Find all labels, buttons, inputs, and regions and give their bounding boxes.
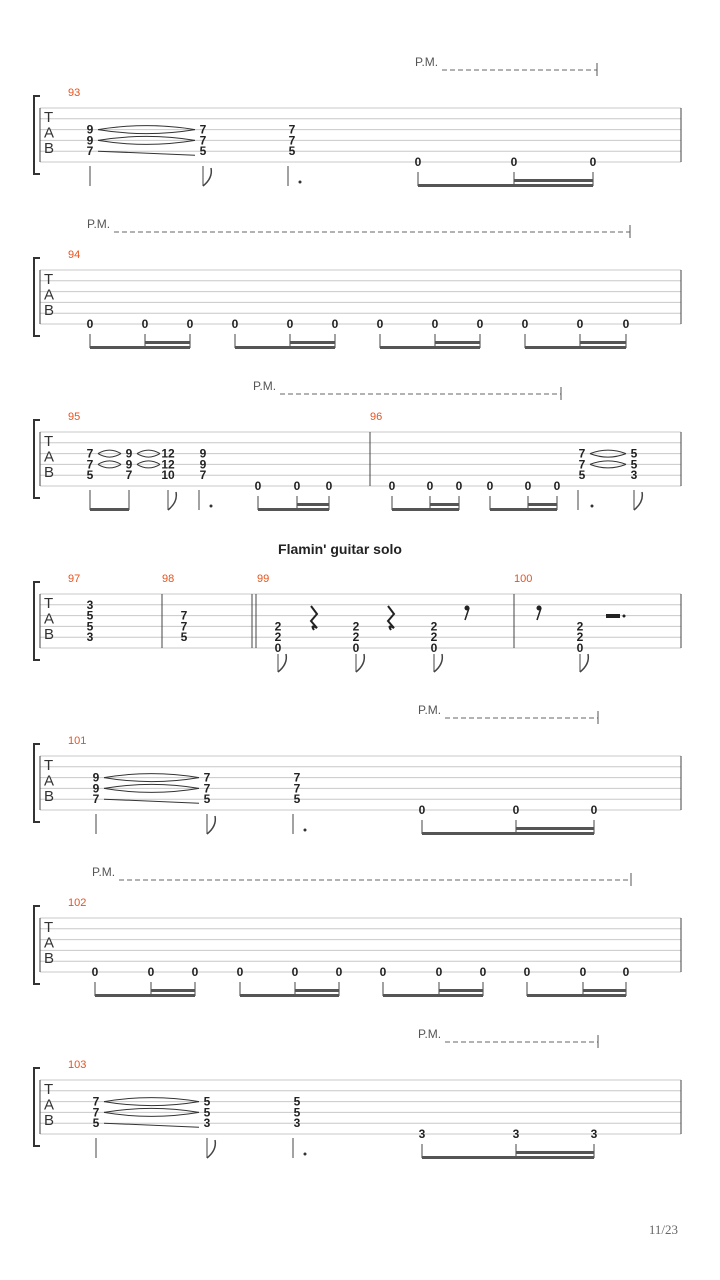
fret-number: 7 — [92, 792, 100, 807]
fret-number: 0 — [426, 479, 434, 493]
fret-number: 0 — [352, 641, 360, 655]
fret-number: 9 — [86, 122, 94, 137]
measure-number: 99 — [257, 573, 270, 585]
tab-clef-letter-a: A — [44, 610, 55, 628]
tie-curve — [98, 450, 121, 454]
fret-number: 2 — [274, 619, 282, 634]
measure-number: 102 — [68, 897, 87, 909]
fret-number: 5 — [203, 792, 211, 807]
fret-number: 0 — [418, 803, 426, 817]
beam — [151, 989, 195, 992]
beam — [435, 341, 480, 344]
fret-number: 5 — [203, 1105, 211, 1120]
tie-curve — [137, 464, 160, 468]
system-4 — [34, 541, 681, 672]
beam — [430, 503, 459, 506]
fret-number: 5 — [203, 1094, 211, 1109]
fret-number: 0 — [86, 317, 94, 331]
beam — [380, 346, 480, 349]
beam — [422, 832, 594, 835]
fret-number: 0 — [186, 317, 194, 331]
tie-curve — [104, 1112, 199, 1116]
slide-line — [104, 1123, 199, 1127]
measure-number: 100 — [514, 573, 533, 585]
fret-number: 0 — [476, 317, 484, 331]
fret-number: 2 — [576, 630, 584, 645]
fret-number: 3 — [418, 1127, 426, 1141]
tie-curve — [104, 784, 199, 788]
fret-number: 7 — [125, 468, 133, 483]
fret-number: 0 — [589, 155, 597, 169]
tie-curve — [590, 450, 626, 454]
palm-mute-label: P.M. — [418, 703, 442, 717]
beam — [418, 184, 593, 187]
fret-number: 7 — [199, 468, 207, 483]
palm-mute-label: P.M. — [87, 217, 111, 231]
fret-number: 0 — [254, 479, 262, 493]
fret-number: 7 — [92, 1105, 100, 1120]
tie-curve — [590, 461, 626, 465]
fret-number: 9 — [125, 446, 133, 461]
fret-number: 12 — [161, 446, 175, 461]
beam — [525, 346, 626, 349]
system-bracket — [34, 258, 40, 336]
system-2 — [34, 217, 681, 349]
beam — [383, 994, 483, 997]
system-bracket — [34, 420, 40, 498]
beam — [580, 341, 626, 344]
fret-number: 2 — [352, 619, 360, 634]
fret-number: 5 — [86, 619, 94, 634]
fret-number: 0 — [291, 965, 299, 979]
tie-curve — [137, 454, 160, 458]
fret-number: 7 — [578, 446, 586, 461]
tie-curve — [104, 778, 199, 782]
fret-number: 5 — [630, 457, 638, 472]
beam — [516, 827, 594, 830]
palm-mute-label: P.M. — [92, 865, 116, 879]
beam — [295, 989, 339, 992]
fret-number: 0 — [388, 479, 396, 493]
fret-number: 0 — [325, 479, 333, 493]
fret-number: 0 — [622, 317, 630, 331]
tab-clef-letter-a: A — [44, 1096, 55, 1114]
tab-clef-letter-b: B — [44, 788, 55, 805]
tie-curve — [137, 461, 160, 465]
fret-number: 2 — [430, 619, 438, 634]
tab-clef-letter-a: A — [44, 448, 55, 466]
fret-number: 0 — [455, 479, 463, 493]
fret-number: 5 — [86, 468, 94, 483]
palm-mute-label: P.M. — [415, 55, 439, 69]
tab-clef-letter-b: B — [44, 1112, 55, 1129]
rhythm-dot — [299, 181, 302, 184]
fret-number: 9 — [199, 446, 207, 461]
fret-number: 5 — [578, 468, 586, 483]
tab-clef-letter-b: B — [44, 302, 55, 319]
beam — [528, 503, 557, 506]
beam — [422, 1156, 594, 1159]
measure-number: 101 — [68, 735, 87, 747]
fret-number: 7 — [578, 457, 586, 472]
fret-number: 0 — [376, 317, 384, 331]
beam — [258, 508, 329, 511]
tab-clef-letter-t: T — [44, 757, 54, 774]
fret-number: 0 — [435, 965, 443, 979]
fret-number: 5 — [86, 608, 94, 623]
tie-curve — [590, 464, 626, 468]
fret-number: 0 — [91, 965, 99, 979]
tab-clef-letter-b: B — [44, 950, 55, 967]
system-bracket — [34, 96, 40, 174]
tie-curve — [104, 788, 199, 792]
tab-clef-letter-a: A — [44, 124, 55, 142]
system-3 — [34, 379, 681, 511]
beam — [235, 346, 335, 349]
beam — [290, 341, 335, 344]
tab-clef-letter-b: B — [44, 626, 55, 643]
half-rest-icon — [606, 614, 620, 618]
fret-number: 0 — [274, 641, 282, 655]
rhythm-dot — [304, 1153, 307, 1156]
fret-number: 7 — [293, 770, 301, 785]
fret-number: 5 — [293, 1105, 301, 1120]
tie-curve — [590, 454, 626, 458]
fret-number: 10 — [161, 468, 175, 483]
tie-curve — [104, 1102, 199, 1106]
rhythm-dot — [304, 829, 307, 832]
fret-number: 7 — [203, 770, 211, 785]
fret-number: 2 — [352, 630, 360, 645]
beam — [516, 1151, 594, 1154]
tie-curve — [98, 140, 195, 144]
tab-clef-letter-a: A — [44, 286, 55, 304]
fret-number: 5 — [630, 446, 638, 461]
fret-number: 0 — [553, 479, 561, 493]
fret-number: 7 — [293, 781, 301, 796]
fret-number: 12 — [161, 457, 175, 472]
system-bracket — [34, 906, 40, 984]
fret-number: 5 — [92, 1116, 100, 1131]
measure-number: 95 — [68, 411, 81, 423]
fret-number: 0 — [141, 317, 149, 331]
fret-number: 7 — [86, 446, 94, 461]
beam — [490, 508, 557, 511]
beam — [90, 508, 129, 511]
fret-number: 0 — [521, 317, 529, 331]
beam — [527, 994, 626, 997]
slide-line — [104, 799, 199, 803]
fret-number: 7 — [180, 608, 188, 623]
fret-number: 9 — [86, 133, 94, 148]
note-flag — [278, 654, 286, 672]
note-flag — [434, 654, 442, 672]
system-bracket — [34, 582, 40, 660]
fret-number: 0 — [479, 965, 487, 979]
tie-curve — [104, 774, 199, 778]
quarter-rest-icon — [311, 606, 317, 630]
tie-curve — [104, 1108, 199, 1112]
fret-number: 0 — [191, 965, 199, 979]
fret-number: 7 — [86, 144, 94, 159]
beam — [297, 503, 329, 506]
fret-number: 0 — [510, 155, 518, 169]
fret-number: 7 — [288, 133, 296, 148]
fret-number: 7 — [199, 133, 207, 148]
fret-number: 3 — [86, 630, 94, 645]
fret-number: 3 — [512, 1127, 520, 1141]
system-7 — [34, 1027, 681, 1159]
tab-clef-letter-t: T — [44, 433, 54, 450]
tie-curve — [98, 136, 195, 140]
fret-number: 7 — [203, 781, 211, 796]
note-flag — [580, 654, 588, 672]
beam — [439, 989, 483, 992]
fret-number: 0 — [293, 479, 301, 493]
fret-number: 3 — [293, 1116, 301, 1131]
fret-number: 5 — [288, 144, 296, 159]
tab-clef-letter-t: T — [44, 109, 54, 126]
fret-number: 0 — [231, 317, 239, 331]
fret-number: 5 — [293, 1094, 301, 1109]
measure-number: 98 — [162, 573, 175, 585]
slide-line — [98, 151, 195, 155]
fret-number: 9 — [92, 770, 100, 785]
system-6 — [34, 865, 681, 997]
fret-number: 5 — [293, 792, 301, 807]
beam — [95, 994, 195, 997]
fret-number: 7 — [180, 619, 188, 634]
page-number: 11/23 — [648, 1222, 678, 1237]
fret-number: 9 — [125, 457, 133, 472]
fret-number: 2 — [576, 619, 584, 634]
fret-number: 0 — [335, 965, 343, 979]
tab-clef-letter-t: T — [44, 271, 54, 288]
measure-number: 93 — [68, 87, 81, 99]
system-bracket — [34, 1068, 40, 1146]
measure-number: 96 — [370, 411, 383, 423]
note-flag — [356, 654, 364, 672]
fret-number: 3 — [203, 1116, 211, 1131]
fret-number: 2 — [274, 630, 282, 645]
tie-curve — [98, 126, 195, 130]
rhythm-dot — [623, 615, 626, 618]
beam — [392, 508, 459, 511]
measure-number: 103 — [68, 1059, 87, 1071]
fret-number: 0 — [523, 965, 531, 979]
fret-number: 2 — [430, 630, 438, 645]
system-1 — [34, 55, 681, 187]
fret-number: 5 — [199, 144, 207, 159]
palm-mute-label: P.M. — [253, 379, 277, 393]
fret-number: 7 — [92, 1094, 100, 1109]
tab-clef-letter-b: B — [44, 140, 55, 157]
fret-number: 3 — [86, 597, 94, 612]
fret-number: 9 — [92, 781, 100, 796]
fret-number: 0 — [486, 479, 494, 493]
system-5 — [34, 703, 681, 835]
tie-curve — [98, 461, 121, 465]
note-flag — [168, 492, 176, 510]
fret-number: 3 — [590, 1127, 598, 1141]
palm-mute-label: P.M. — [418, 1027, 442, 1041]
beam — [240, 994, 339, 997]
section-title: Flamin' guitar solo — [278, 541, 402, 557]
fret-number: 0 — [576, 317, 584, 331]
tie-curve — [137, 450, 160, 454]
note-flag — [634, 492, 642, 510]
quarter-rest-icon — [388, 606, 394, 630]
beam — [514, 179, 593, 182]
tie-curve — [98, 130, 195, 134]
rhythm-dot — [591, 505, 594, 508]
fret-number: 5 — [180, 630, 188, 645]
fret-number: 7 — [86, 457, 94, 472]
fret-number: 0 — [331, 317, 339, 331]
fret-number: 0 — [286, 317, 294, 331]
tab-clef-letter-b: B — [44, 464, 55, 481]
fret-number: 0 — [524, 479, 532, 493]
fret-number: 7 — [199, 122, 207, 137]
fret-number: 0 — [579, 965, 587, 979]
fret-number: 0 — [147, 965, 155, 979]
fret-number: 0 — [622, 965, 630, 979]
tie-curve — [98, 454, 121, 458]
fret-number: 0 — [431, 317, 439, 331]
system-bracket — [34, 744, 40, 822]
beam — [145, 341, 190, 344]
fret-number: 9 — [199, 457, 207, 472]
tab-clef-letter-t: T — [44, 919, 54, 936]
tab-clef-letter-t: T — [44, 1081, 54, 1098]
fret-number: 3 — [630, 468, 638, 483]
rhythm-dot — [210, 505, 213, 508]
note-flag — [207, 1140, 215, 1158]
beam — [583, 989, 626, 992]
tab-clef-letter-t: T — [44, 595, 54, 612]
tie-curve — [98, 464, 121, 468]
fret-number: 0 — [236, 965, 244, 979]
fret-number: 0 — [414, 155, 422, 169]
measure-number: 97 — [68, 573, 81, 585]
beam — [90, 346, 190, 349]
fret-number: 0 — [590, 803, 598, 817]
note-flag — [207, 816, 215, 834]
tab-clef-letter-a: A — [44, 934, 55, 952]
tab-clef-letter-a: A — [44, 772, 55, 790]
fret-number: 0 — [512, 803, 520, 817]
fret-number: 0 — [430, 641, 438, 655]
measure-number: 94 — [68, 249, 81, 261]
fret-number: 7 — [288, 122, 296, 137]
fret-number: 0 — [576, 641, 584, 655]
fret-number: 0 — [379, 965, 387, 979]
note-flag — [203, 168, 211, 186]
tie-curve — [104, 1098, 199, 1102]
